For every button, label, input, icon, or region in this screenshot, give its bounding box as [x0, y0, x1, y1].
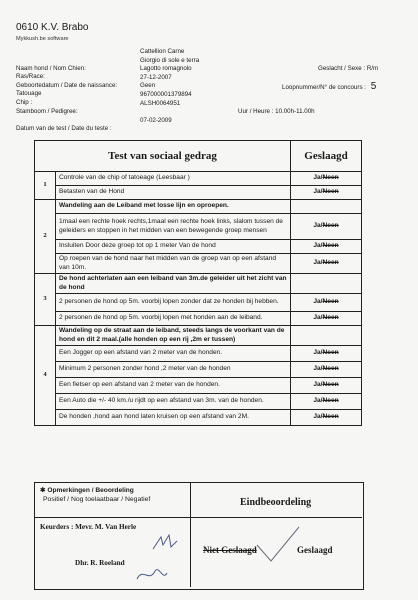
passed-label: Geslaagd	[297, 545, 333, 555]
result-cell	[291, 214, 362, 240]
result-ja: Ja/	[313, 259, 323, 267]
result-neen: Neen	[322, 259, 339, 267]
table-row	[35, 214, 362, 240]
test-item: Controle van de chip of tatoeage (Leesbaar )	[56, 172, 291, 186]
result-ja: Ja/	[313, 413, 323, 421]
test-table	[34, 140, 362, 426]
result-cell	[291, 186, 362, 200]
result-neen: Neen	[322, 397, 339, 405]
result-neen: Neen	[322, 242, 339, 250]
label-name: Naam hond / Nom Chien:	[16, 64, 86, 72]
table-title: Test van sociaal gedrag	[35, 141, 291, 172]
result-cell	[291, 274, 362, 294]
result-neen: Neen	[322, 298, 339, 306]
loop-label-text: Loopnummer/N° de concours :	[282, 84, 366, 91]
section-number: 2	[35, 200, 56, 274]
table-row	[35, 294, 362, 312]
result-neen: Neen	[322, 314, 339, 322]
label-race: Ras/Race:	[16, 73, 45, 81]
result-cell	[291, 172, 362, 186]
remarks-panel	[35, 483, 191, 587]
divider	[35, 517, 190, 518]
table-body	[35, 172, 362, 426]
signature-icon	[149, 531, 181, 555]
result-cell	[291, 362, 362, 378]
judges-label: Keurders : Mevr. M. Van Herle	[40, 523, 137, 531]
table-row	[35, 394, 362, 410]
table-row	[35, 274, 362, 294]
result-cell	[291, 410, 362, 426]
table-row	[35, 172, 362, 186]
club-title	[16, 22, 88, 33]
table-row	[35, 346, 362, 362]
table-row	[35, 362, 362, 378]
value-7: 07-02-2009	[140, 116, 172, 124]
table-row	[35, 200, 362, 214]
test-item: Minimum 2 personen zonder hond ,2 meter van de honden	[56, 362, 291, 378]
judge-two: Dhr. R. Roeland	[75, 559, 125, 567]
software-label: Mykkush.be software	[16, 36, 69, 42]
sex-label: Geslacht / Sexe : R/m	[318, 65, 379, 72]
result-neen: Neen	[322, 413, 339, 421]
signature-two-icon	[135, 563, 169, 585]
table-row	[35, 378, 362, 394]
table-row	[35, 186, 362, 200]
club-name: K.V. Brabo	[41, 22, 89, 33]
value-0: Cattellion Carne	[140, 48, 185, 55]
label-test-date: Datum van de test / Date du teste :	[16, 124, 112, 132]
table-row	[35, 326, 362, 346]
test-item: Een Jogger op een afstand van 2 meter van de honden.	[56, 346, 291, 362]
result-ja: Ja/	[313, 242, 323, 250]
final-title: Eindbeoordeling	[240, 497, 312, 508]
result-ja: Ja/	[313, 365, 323, 373]
result-header: Geslaagd	[291, 141, 362, 172]
result-cell	[291, 200, 362, 214]
field-labels	[16, 56, 117, 133]
result-cell	[291, 378, 362, 394]
result-cell	[291, 326, 362, 346]
result-cell	[291, 394, 362, 410]
time-label: Uur / Heure : 10.00h-11.00h	[238, 108, 315, 115]
result-cell	[291, 294, 362, 312]
table-row	[35, 312, 362, 326]
label-birth: Geboortedatum / Date de naissance:	[16, 81, 118, 89]
result-ja: Ja/	[313, 188, 323, 196]
result-ja: Ja/	[313, 349, 323, 357]
test-item: 2 personen de hond op 5m. voorbij lopen met honden aan de leiband.	[56, 312, 291, 326]
test-item: 1maal een rechte hoek rechts,1maal een rechte hoek links, slalom tussen de geleiders en stoppen in het midden van een bewegende groep mensen	[56, 214, 291, 240]
result-ja: Ja/	[313, 314, 323, 322]
result-neen: Neen	[322, 365, 339, 373]
result-cell	[291, 254, 362, 274]
result-neen: Neen	[322, 222, 339, 230]
value-4: Geen	[140, 82, 156, 90]
not-passed-label: Niet Geslaagd	[203, 545, 257, 555]
test-item: Een fietser op een afstand van 2 meter van de honden.	[56, 378, 291, 394]
section-number: 3	[35, 274, 56, 326]
label-pedigree: Stamboom / Pedigree:	[16, 107, 78, 115]
value-5: 967000001379894	[140, 90, 192, 98]
section-number: 1	[35, 172, 56, 200]
result-ja: Ja/	[313, 222, 323, 230]
table-row	[35, 240, 362, 254]
section-heading: De hond achterlaten aan een leiband van 3m.de geleider uit het zicht van de hond	[56, 274, 291, 294]
value-1: Giorgio di sole e terra	[140, 56, 200, 64]
table-row	[35, 410, 362, 426]
remarks-title: ✱ Opmerkingen / Beoordeling	[40, 487, 134, 494]
result-ja: Ja/	[313, 397, 323, 405]
section-heading: Wandeling aan de Leiband met losse lijn en oproepen.	[56, 200, 291, 214]
right-divider	[191, 517, 362, 518]
label-tattoo: Tatouage	[16, 90, 42, 98]
test-item: Op roepen van de hond naar het midden van de groep van op een afstand van 10m.	[56, 254, 291, 274]
evaluation-box	[34, 482, 364, 590]
result-cell	[291, 346, 362, 362]
result-neen: Neen	[322, 381, 339, 389]
table-row	[35, 254, 362, 274]
result-ja: Ja/	[313, 298, 323, 306]
result-neen: Neen	[322, 174, 339, 182]
remarks-options: Positief / Nog toelaatbaar / Negatief	[43, 496, 151, 503]
label-chip: Chip :	[16, 98, 33, 106]
test-item: 2 personen de hond op 5m. voorbij lopen zonder dat ze honden bij hebben.	[56, 294, 291, 312]
bullet-icon: ✱	[40, 487, 46, 494]
result-ja: Ja/	[313, 381, 323, 389]
result-cell	[291, 312, 362, 326]
result-neen: Neen	[322, 349, 339, 357]
test-item: Betasten van de Hond	[56, 186, 291, 200]
value-6: ALSH0064951	[140, 99, 181, 107]
test-item: Insluiten Door deze groep tot op 1 meter Van de hond	[56, 240, 291, 254]
test-item: De honden ,hond aan hond laten kruisen op een afstand van 2M.	[56, 410, 291, 426]
result-ja: Ja/	[313, 174, 323, 182]
result-neen: Neen	[322, 188, 339, 196]
result-cell	[291, 240, 362, 254]
check-mark-icon	[253, 521, 303, 571]
loop-value: 5	[370, 81, 377, 92]
value-3: 27-12-2007	[140, 73, 172, 81]
table-header-row	[35, 141, 362, 172]
loop-label	[282, 83, 376, 93]
value-2: Lagotto romagnolo	[140, 65, 192, 73]
club-code: 0610	[16, 22, 39, 33]
section-number: 4	[35, 326, 56, 426]
section-heading: Wandeling op de straat aan de leiband, steeds langs de voorkant van de hond en dit 2 maal.(alle honden op een rij ,2m er tussen)	[56, 326, 291, 346]
test-item: Een Auto die +/- 40 km./u rijdt op een afstand van 3m. van de honden.	[56, 394, 291, 410]
field-values	[140, 48, 199, 125]
